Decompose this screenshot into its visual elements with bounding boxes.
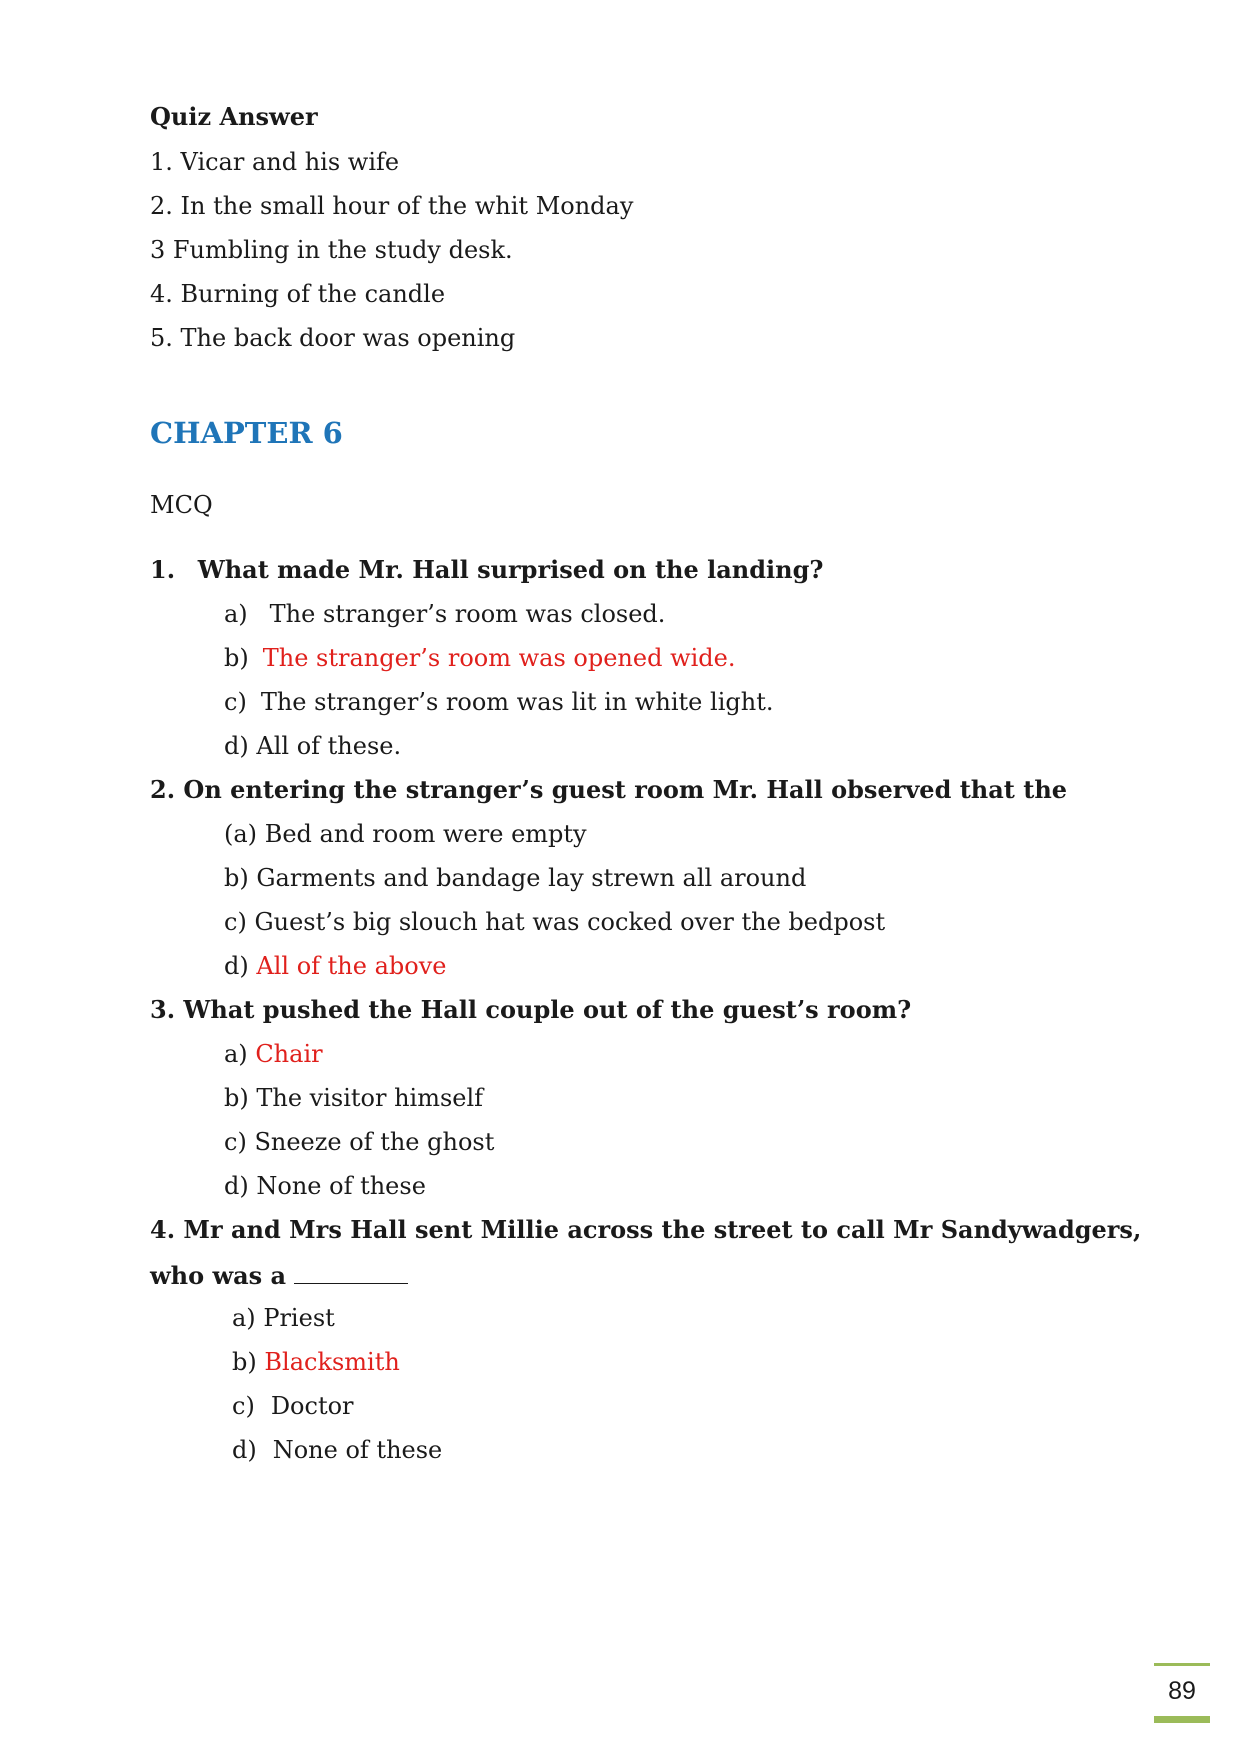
question-2-option-a: (a) Bed and room were empty [224, 820, 587, 848]
correct-answer: The stranger’s room was opened wide. [262, 644, 736, 672]
quiz-answer-5: 5. The back door was opening [150, 324, 516, 352]
question-2-option-d: d) All of the above [224, 952, 447, 980]
answer-blank [294, 1259, 408, 1284]
question-1-number: 1. [150, 555, 176, 584]
correct-answer: Chair [255, 1040, 323, 1068]
page-number: 89 [1168, 1677, 1196, 1705]
quiz-answer-heading: Quiz Answer [150, 102, 318, 131]
page-number-bottom-rule [1154, 1716, 1210, 1723]
question-4-line-1: 4. Mr and Mrs Hall sent Millie across the street to call Mr Sandywadgers, [150, 1215, 1142, 1244]
question-2: 2. On entering the stranger’s guest room Mr. Hall observed that the [150, 775, 1068, 804]
question-1 [150, 555, 823, 585]
question-3-option-c: c) Sneeze of the ghost [224, 1128, 495, 1156]
question-4-line-2: who was a [150, 1259, 408, 1291]
question-3: 3. What pushed the Hall couple out of the guest’s room? [150, 995, 912, 1024]
question-1-option-d: d) All of these. [224, 732, 402, 760]
page-number-top-rule [1154, 1663, 1210, 1666]
question-1-option-a: a) The stranger’s room was closed. [224, 600, 666, 628]
page-number-box [1154, 1663, 1210, 1721]
section-label: MCQ [150, 491, 213, 519]
question-3-option-a: a) Chair [224, 1040, 323, 1068]
correct-answer: Blacksmith [264, 1348, 400, 1376]
quiz-answer-3: 3 Fumbling in the study desk. [150, 236, 513, 264]
question-4-option-d: d) None of these [232, 1436, 443, 1464]
question-1-option-b: b) The stranger’s room was opened wide. [224, 644, 736, 672]
question-4-option-c: c) Doctor [232, 1392, 354, 1420]
question-2-option-c: c) Guest’s big slouch hat was cocked over the bedpost [224, 908, 886, 936]
question-1-text: What made Mr. Hall surprised on the landing? [197, 555, 824, 584]
quiz-answer-4: 4. Burning of the candle [150, 280, 446, 308]
question-3-option-d: d) None of these [224, 1172, 426, 1200]
question-1-option-c: c) The stranger’s room was lit in white light. [224, 688, 774, 716]
question-4-option-b: b) Blacksmith [232, 1348, 400, 1376]
correct-answer: All of the above [256, 952, 447, 980]
chapter-title: CHAPTER 6 [150, 416, 343, 450]
question-2-option-b: b) Garments and bandage lay strewn all around [224, 864, 807, 892]
quiz-answer-2: 2. In the small hour of the whit Monday [150, 192, 634, 220]
question-4-option-a: a) Priest [232, 1304, 335, 1332]
question-3-option-b: b) The visitor himself [224, 1084, 484, 1112]
quiz-answer-1: 1. Vicar and his wife [150, 148, 400, 176]
